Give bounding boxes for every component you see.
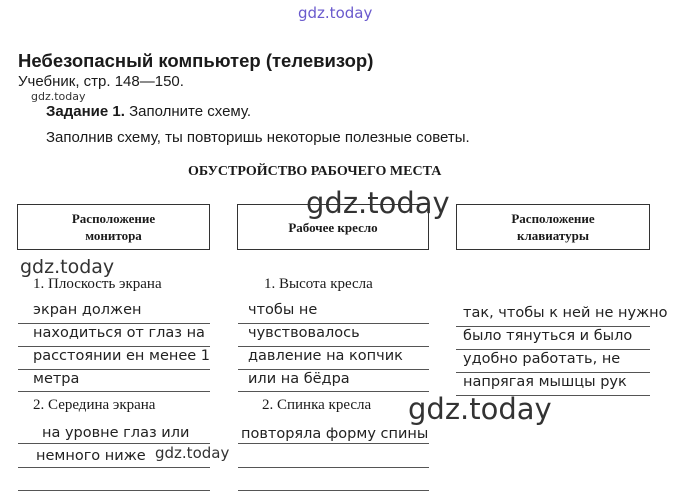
answer-line bbox=[238, 490, 429, 491]
box-keyboard-line2: клавиатуры bbox=[516, 228, 590, 243]
box-monitor bbox=[17, 204, 210, 250]
answer-line bbox=[238, 443, 429, 444]
answer-line bbox=[18, 490, 210, 491]
answer-line bbox=[456, 349, 650, 350]
box-keyboard-line1: Расположение bbox=[511, 211, 595, 226]
keyboard-answer-line: так, чтобы к ней не нужно bbox=[463, 305, 668, 321]
monitor-answer-line: расстоянии ен менее 1 bbox=[33, 348, 211, 364]
scheme-title: ОБУСТРОЙСТВО РАБОЧЕГО МЕСТА bbox=[188, 164, 442, 179]
box-chair bbox=[237, 204, 429, 250]
textbook-reference: Учебник, стр. 148—150. bbox=[18, 73, 184, 90]
answer-line bbox=[18, 467, 210, 468]
monitor-item2-title: 2. Середина экрана bbox=[33, 397, 156, 413]
keyboard-answer-line: напрягая мышцы рук bbox=[463, 374, 627, 390]
answer-line bbox=[238, 391, 429, 392]
answer-line bbox=[238, 346, 429, 347]
monitor-answer-line: экран должен bbox=[33, 302, 142, 318]
box-chair-label: Рабочее кресло bbox=[288, 219, 378, 235]
watermark: gdz.today bbox=[155, 444, 230, 462]
keyboard-answer-line: удобно работать, не bbox=[463, 351, 621, 367]
answer-line bbox=[18, 443, 210, 444]
chair-answer-line: давление на копчик bbox=[248, 348, 403, 364]
chair-answer-line: повторяла форму спины bbox=[241, 426, 429, 442]
task-instruction: Заполните схему. bbox=[129, 103, 252, 120]
task-heading bbox=[46, 103, 251, 120]
chair-answer-line: или на бёдра bbox=[248, 371, 350, 387]
chair-item2-title: 2. Спинка кресла bbox=[262, 397, 372, 413]
monitor-item1-title: 1. Плоскость экрана bbox=[33, 276, 162, 292]
answer-line bbox=[18, 369, 210, 370]
keyboard-answer-line: было тянуться и было bbox=[463, 328, 633, 344]
watermark: gdz.today bbox=[408, 392, 552, 426]
watermark: gdz.today bbox=[298, 4, 373, 22]
answer-line bbox=[456, 326, 650, 327]
box-keyboard bbox=[456, 204, 650, 250]
box-monitor-line2: монитора bbox=[85, 228, 142, 243]
monitor-answer-line: немного ниже bbox=[36, 448, 146, 464]
watermark: gdz.today bbox=[306, 186, 450, 220]
answer-line bbox=[18, 346, 210, 347]
watermark: gdz.today bbox=[31, 90, 86, 103]
task-subtitle: Заполнив схему, ты повторишь некоторые полезные советы. bbox=[46, 129, 470, 146]
monitor-answer-line: на уровне глаз или bbox=[42, 425, 190, 441]
chair-item1-title: 1. Высота кресла bbox=[264, 276, 373, 292]
answer-line bbox=[238, 467, 429, 468]
answer-line bbox=[456, 395, 650, 396]
monitor-answer-line: метра bbox=[33, 371, 80, 387]
box-monitor-line1: Расположение bbox=[71, 211, 156, 226]
answer-line bbox=[238, 369, 429, 370]
watermark: gdz.today bbox=[20, 256, 115, 278]
answer-line bbox=[238, 323, 429, 324]
answer-line bbox=[18, 323, 210, 324]
monitor-answer-line: находиться от глаз на bbox=[33, 325, 205, 341]
page-title: Небезопасный компьютер (телевизор) bbox=[18, 50, 374, 71]
chair-answer-line: чтобы не bbox=[248, 302, 318, 318]
task-label: Задание 1. bbox=[46, 103, 125, 120]
answer-line bbox=[18, 391, 210, 392]
answer-line bbox=[456, 372, 650, 373]
chair-answer-line: чувствовалось bbox=[248, 325, 360, 341]
